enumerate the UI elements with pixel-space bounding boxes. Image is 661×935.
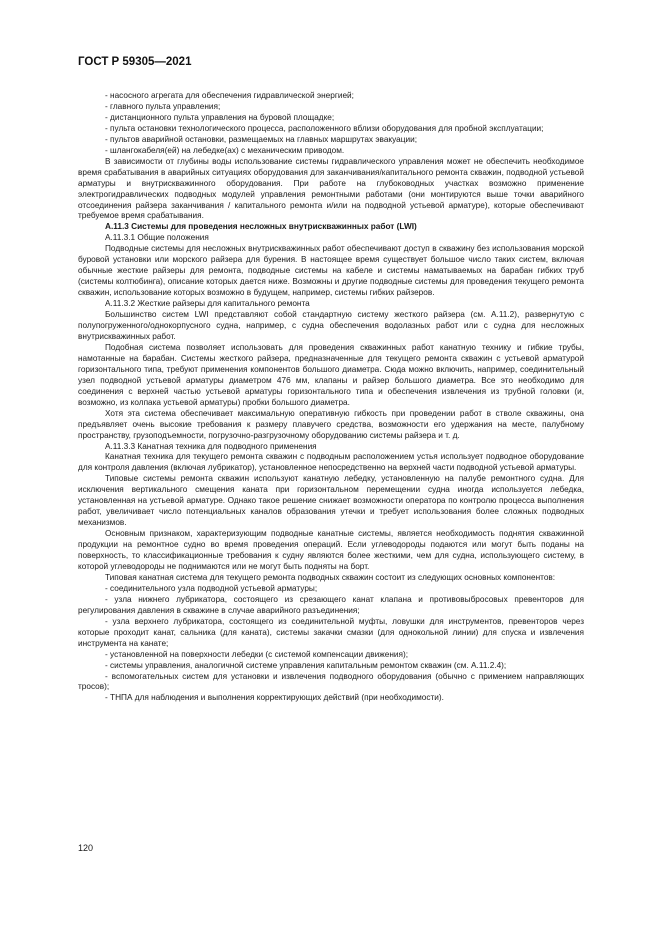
paragraph: Большинство систем LWI представляют собой стандартную систему жесткого райзера (см. А.11.2), развернутую с полупогруженного/однокорпусного судна, например, с судна обеспечения водолазных работ или с судна для несложных внутрискважинных работ. bbox=[78, 310, 584, 341]
paragraph: - пультов аварийной остановки, размещаемых на главных маршрутах эвакуации; bbox=[105, 134, 417, 144]
paragraph: - насосного агрегата для обеспечения гидравлической энергией; bbox=[105, 91, 354, 100]
section-heading: А.11.3 Системы для проведения несложных внутрискважинных работ (LWI) bbox=[105, 222, 417, 232]
paragraph: - главного пульта управления; bbox=[105, 101, 221, 111]
paragraph: В зависимости от глубины воды использование системы гидравлического управления может не обеспечить необходимое время срабатывания в аварийных ситуациях оборудования для заканчивания/капитального ремонта скважин, подводной устьевой арматуры и внутрискважинного оборудования. При работе на глубоководных участках возможно применение электрогидравлических подводных модулей управления ремонтными работами (они монтируются выше точки аварийного отсоединения райзера заканчивания / капитального ремонта и/или на подводной устьевой арматуре), которые обеспечивают требуемое время срабатывания. bbox=[78, 156, 584, 221]
paragraph: А.11.3.2 Жесткие райзеры для капитального ремонта bbox=[105, 299, 310, 309]
paragraph: Подобная система позволяет использовать для проведения скважинных работ канатную технику и гибкие трубы, намотанные на барабан. Системы жесткого райзера, предназначенные для текущего ремонта скважин с устьевой арматурой горизонтального типа, требуют применения компонентов большого диаметра. Сюда можно включить, например, соединительный узел подводной устьевой арматуры диаметром 476 мм, клапаны и райзер большого диаметра. Все это необходимо для соединения с верхней частью устьевой арматуры горизонтального типа и обеспечения извлечения из трубной головки (и, возможно, из колпака устьевой арматуры) пробки большого диаметра. bbox=[78, 342, 584, 407]
paragraph: - узла нижнего лубрикатора, состоящего из срезающего канат клапана и противовыбросовых превенторов для регулирования давления в скважине в случае аварийного разъединения; bbox=[78, 594, 584, 615]
paragraph: - узла верхнего лубрикатора, состоящего из соединительной муфты, ловушки для инструментов, превенторов через которые проходит канат, сальника (для каната), системы закачки смазки (для однокольной линии) для спуска и извлечения инструмента на канате; bbox=[78, 616, 584, 648]
paragraph: Типовая канатная система для текущего ремонта подводных скважин состоит из следующих основных компонентов: bbox=[105, 572, 556, 582]
page-number: 120 bbox=[78, 843, 94, 853]
paragraph: - вспомогательных систем для установки и извлечения подводного оборудования (обычно с примением направляющих тросов); bbox=[78, 671, 584, 692]
paragraph: - шлангокабеля(ей) на лебедке(ах) с механическим приводом. bbox=[105, 145, 345, 155]
paragraph: - соединительного узла подводной устьевой арматуры; bbox=[105, 583, 318, 593]
paragraph: Типовые системы ремонта скважин используют канатную лебедку, установленную на палубе ремонтного судна. Для исключения вертикального смещения каната при горизонтальном перемещении судна иногда используется лебедка, установленная на устьевой арматуре. Однако такое решение снижает возможности оператора по контролю процесса выполнения работ, увеличивает число потенциальных каналов образования утечки и требует использования более сложных подводных механизмов. bbox=[78, 474, 584, 528]
document-body bbox=[78, 91, 584, 704]
paragraph: Основным признаком, характеризующим подводные канатные системы, является необходимость поднятия скважинной продукции на ремонтное судно во время проведения операций. Если углеводороды подаются или могут быть поданы на поверхность, то классификационные требования к судну являются более жесткими, чем для судна, использующего систему, в которой углеводороды не поднимаются или не могут быть подняты на борт. bbox=[78, 529, 584, 571]
paragraph: - пульта остановки технологического процесса, расположенного вблизи оборудования для пробной эксплуатации; bbox=[105, 123, 544, 133]
paragraph: А.11.3.3 Канатная техника для подводного применения bbox=[105, 441, 317, 451]
document-header: ГОСТ Р 59305—2021 bbox=[78, 56, 192, 68]
paragraph: Канатная техника для текущего ремонта скважин с подводным расположением устья использует подводное оборудование для контроля давления (включая лубрикатор), установленное непосредственно на верхней части подводной устьевой арматуры. bbox=[78, 452, 584, 473]
paragraph: - дистанционного пульта управления на буровой площадке; bbox=[105, 112, 335, 122]
paragraph: А.11.3.1 Общие положения bbox=[105, 233, 209, 243]
paragraph: - системы управления, аналогичной системе управления капитальным ремонтом скважин (см. А.11.2.4); bbox=[105, 660, 507, 670]
paragraph: Хотя эта система обеспечивает максимальную оперативную гибкость при проведении работ в стволе скважины, она предъявляет очень высокие требования к размеру плавучего средства, возможности его удержания на месте, палубному пространству, грузоподъемности, погрузочно-разгрузочному оборудованию системы райзера и т. д. bbox=[78, 408, 584, 440]
paragraph: - ТНПА для наблюдения и выполнения корректирующих действий (при необходимости). bbox=[105, 693, 444, 703]
paragraph: - установленной на поверхности лебедки (с системой компенсации движения); bbox=[105, 649, 408, 659]
paragraph: Подводные системы для несложных внутрискважинных работ обеспечивают доступ в скважину без использования морской буровой установки или морского райзера для бурения. В настоящее время существует большое число таких систем, включая обычные жесткие райзеры для ремонта, подводные системы на кабеле и системы наматываемых на барабан гибких труб (системы колтюбинга), описание которых дается ниже. Возможны и другие подводные системы для проведения текущего ремонта скважин, использование которых возможно в будущем, например, системы гибких райзеров. bbox=[78, 244, 584, 298]
